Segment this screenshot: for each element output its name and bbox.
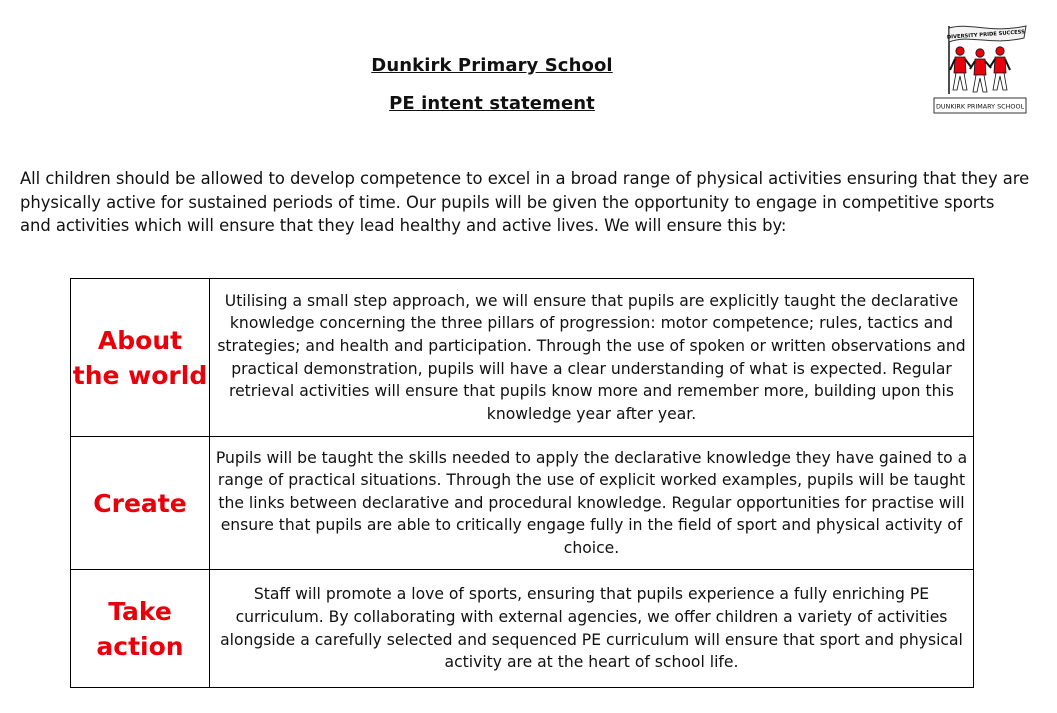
intro-paragraph: All children should be allowed to develop competence to excel in a broad range of physical activities ensuring that they are physically active for sustained periods of time. Our pupils will be given the opportunity to engage in competitive sports and activities which will ensure that they lead healthy and active lives. We will ensure this by:	[20, 169, 1030, 236]
pillar-label: Create	[71, 437, 210, 570]
pillar-description: Pupils will be taught the skills needed to apply the declarative knowledge they have gained to a range of practical situations. Through the use of explicit worked examples, pupils will be taught the links between declarative and procedural knowledge. Regular opportunities for practise will ensure that pupils are able to critically engage fully in the field of sport and physical activity of choice.	[210, 437, 974, 570]
pillar-description: Staff will promote a love of sports, ensuring that pupils experience a fully enriching PE curriculum. By collaborating with external agencies, we offer children a variety of activities alongside a carefully selected and sequenced PE curriculum will ensure that sport and physical activity are at the heart of school life.	[210, 570, 974, 688]
logo-banner-text: DIVERSITY PRIDE SUCCESS	[946, 29, 1026, 41]
logo-caption: DUNKIRK PRIMARY SCHOOL	[935, 102, 1025, 111]
table-row	[71, 279, 974, 437]
school-name: Dunkirk Primary School	[371, 55, 613, 76]
table-row	[71, 570, 974, 688]
school-logo-graphic	[930, 20, 1030, 120]
pillar-label: Take action	[71, 570, 210, 688]
pillar-label: About the world	[71, 279, 210, 437]
table-row	[71, 437, 974, 570]
school-logo	[930, 20, 1030, 120]
pillar-description: Utilising a small step approach, we will ensure that pupils are explicitly taught the declarative knowledge concerning the three pillars of progression: motor competence; rules, tactics and strategies; and health and participation. Through the use of spoken or written observations and practical demonstration, pupils will have a clear understanding of what is expected. Regular retrieval activities will ensure that pupils know more and remember more, building upon this knowledge year after year.	[210, 279, 974, 437]
document-title: PE intent statement	[389, 93, 595, 114]
intent-table	[70, 278, 974, 688]
